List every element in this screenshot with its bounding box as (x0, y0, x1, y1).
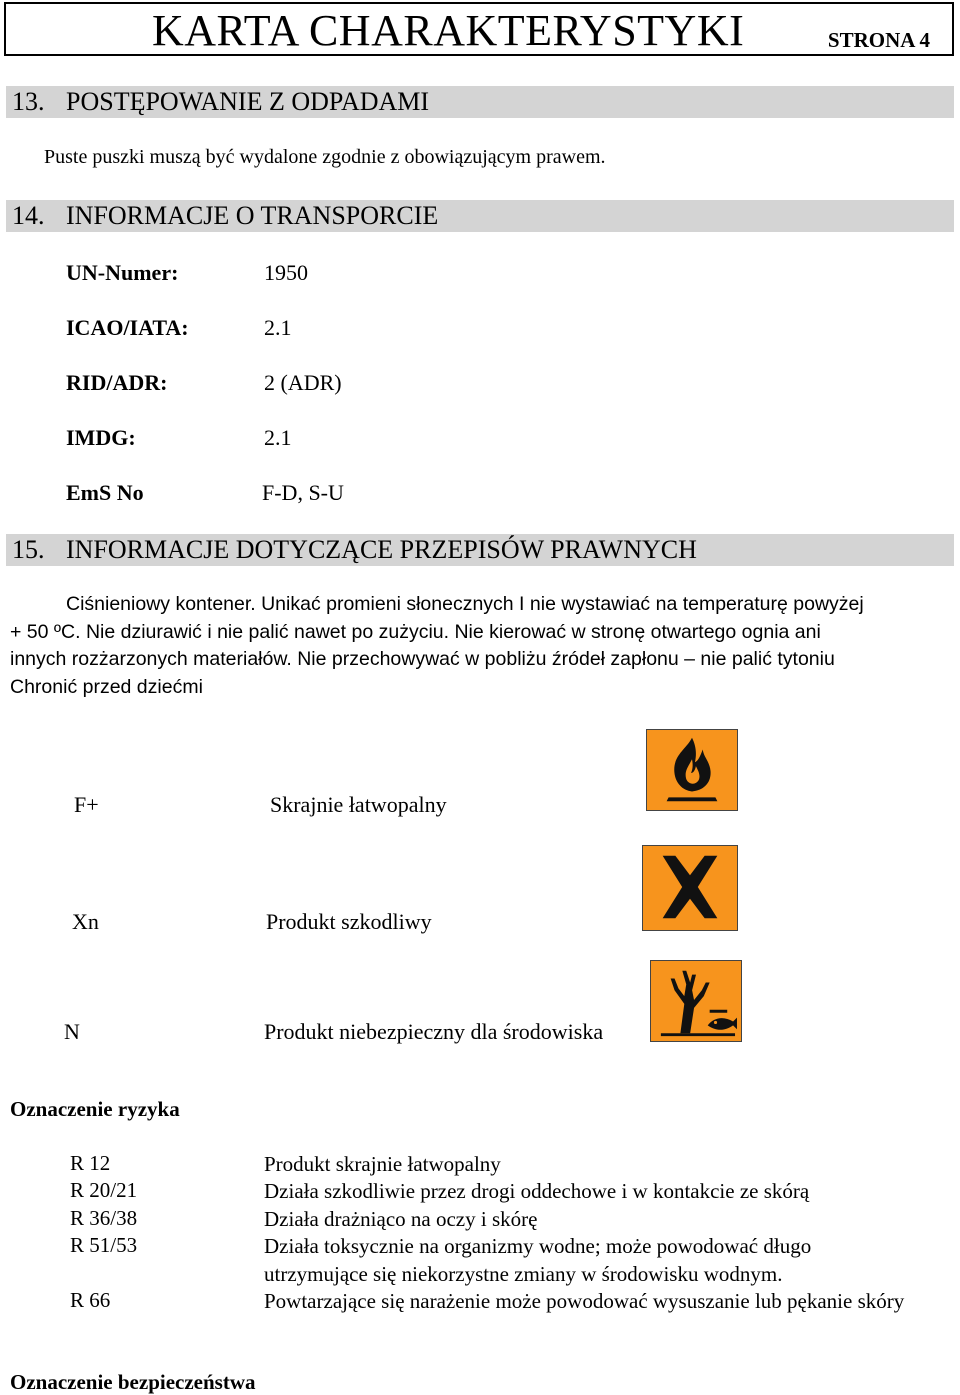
transport-label-ems: EmS No (66, 480, 144, 505)
transport-value-rid: 2 (ADR) (264, 370, 342, 395)
page-number: STRONA 4 (827, 28, 930, 52)
section-number: 15. (12, 535, 45, 564)
transport-value-ems: F-D, S-U (262, 480, 344, 505)
document-title: KARTA CHARAKTERYSTYKI (152, 6, 745, 55)
section-number: 13. (12, 87, 45, 116)
safety-heading: Oznaczenie bezpieczeństwa (10, 1370, 256, 1394)
dead-tree-fish-icon (650, 960, 742, 1042)
flame-icon (646, 729, 738, 811)
risk-code: R 12 (70, 1151, 111, 1175)
transport-value-un: 1950 (264, 260, 308, 285)
cross-icon (642, 845, 738, 931)
regulatory-paragraph (10, 591, 955, 701)
transport-label-icao: ICAO/IATA: (66, 315, 189, 340)
transport-value-imdg: 2.1 (264, 425, 292, 450)
hazard-label: Skrajnie łatwopalny (270, 792, 447, 817)
section-14-header (6, 200, 954, 232)
section-title: INFORMACJE O TRANSPORCIE (66, 201, 439, 230)
risk-code: R 66 (70, 1288, 111, 1312)
risk-text: Działa toksycznie na organizmy wodne; może powodować długo utrzymujące się niekorzystne zmiany w środowisku wodnym. (264, 1234, 812, 1286)
paragraph-line: Ciśnieniowy kontener. Unikać promieni słonecznych I nie wystawiać na temperaturę powyżej (66, 593, 864, 615)
risk-code: R 36/38 (70, 1206, 138, 1230)
risk-code: R 51/53 (70, 1233, 138, 1257)
hazard-code: F+ (74, 792, 99, 817)
transport-label-rid: RID/ADR: (66, 370, 168, 395)
section-title: POSTĘPOWANIE Z ODPADAMI (66, 87, 430, 116)
paragraph-line: Chronić przed dziećmi (10, 675, 203, 698)
disposal-text: Puste puszki muszą być wydalone zgodnie z obowiązującym prawem. (44, 146, 606, 168)
section-15-header (6, 534, 954, 566)
document-header (4, 2, 954, 56)
section-13-header (6, 86, 954, 118)
paragraph-line: innych rozżarzonych materiałów. Nie przechowywać w pobliżu źródeł zapłonu – nie palić tytoniu (10, 648, 835, 670)
transport-label-un: UN-Numer: (66, 260, 179, 285)
paragraph-line: + 50 ºC. Nie dziurawić i nie palić nawet po zużyciu. Nie kierować w stronę otwartego ognia ani (10, 620, 821, 643)
section-title: INFORMACJE DOTYCZĄCE PRZEPISÓW PRAWNYCH (66, 535, 697, 564)
transport-value-icao: 2.1 (264, 315, 292, 340)
section-number: 14. (12, 201, 45, 230)
risk-text: Powtarzające się narażenie może powodować wysuszanie lub pękanie skóry (264, 1289, 905, 1313)
hazard-label: Produkt niebezpieczny dla środowiska (264, 1019, 604, 1044)
risk-text: Działa drażniąco na oczy i skórę (264, 1207, 538, 1231)
risk-text: Działa szkodliwie przez drogi oddechowe i w kontakcie ze skórą (264, 1179, 810, 1203)
transport-label-imdg: IMDG: (66, 425, 136, 450)
risk-code: R 20/21 (70, 1178, 138, 1202)
risk-text: Produkt skrajnie łatwopalny (264, 1152, 501, 1176)
hazard-code: N (64, 1019, 80, 1044)
hazard-label: Produkt szkodliwy (266, 909, 432, 934)
risk-heading: Oznaczenie ryzyka (10, 1097, 180, 1121)
hazard-code: Xn (72, 909, 99, 934)
